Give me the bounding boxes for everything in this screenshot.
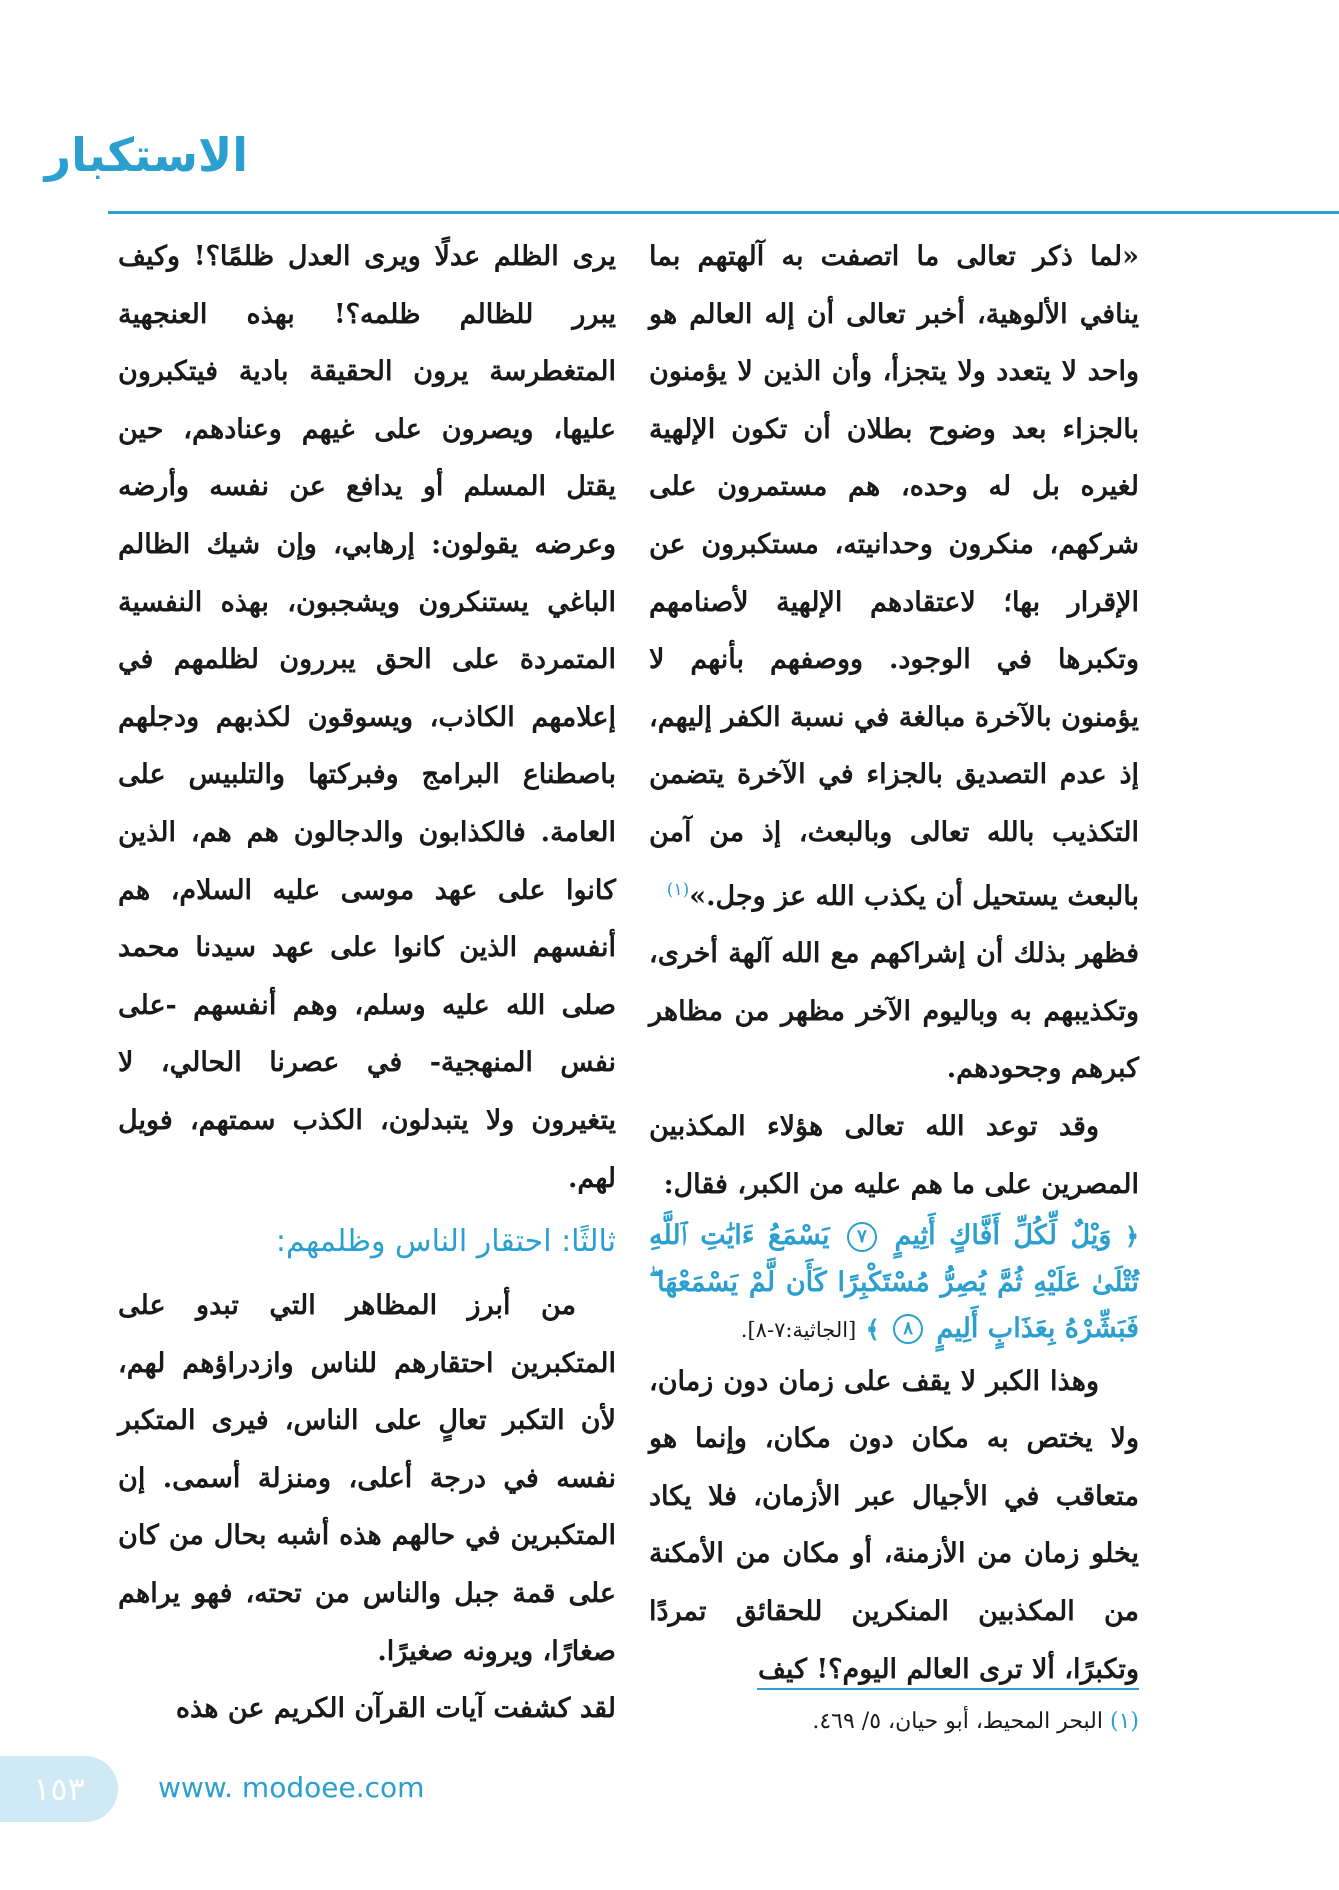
- section-heading: ثالثًا: احتقار الناس وظلمهم:: [275, 1224, 616, 1260]
- header-divider: [108, 211, 1339, 214]
- verse-part-1: وَيْلٌ لِّكُلِّ أَفَّاكٍ أَثِيمٍ: [894, 1220, 1112, 1252]
- website-link[interactable]: www. modoee.com: [158, 1771, 425, 1804]
- verse-part-2: يَسْمَعُ ءَايَٰتِ ٱللَّهِ تُتْلَىٰ عَلَيْهِ ثُمَّ يُصِرُّ مُسْتَكْبِرًا كَأَن لَّمْ يَسْمَعْهَا ۖ فَبَشِّرْهُ بِعَذَابٍ أَلِيمٍ: [649, 1220, 1139, 1344]
- ayah-number-8: ٨: [893, 1314, 923, 1344]
- right-column: [649, 228, 1139, 1698]
- ayah-number-7: ٧: [847, 1222, 877, 1252]
- left-paragraph-1: يرى الظلم عدلًا ويرى العدل ظلمًا؟! وكيف يبرر للظالم ظلمه؟! بهذه العنجهية المتغطرسة يرون الحقيقة بادية فيتكبرون عليها، ويصرون على غيهم وعنادهم، حين يقتل المسلم أو يدافع عن نفسه وأرضه وعرضه يقولون: إرهابي، وإن شيك الظالم الباغي يستنكرون ويشجبون، بهذه النفسية المتمردة على الحق يبررون لظلمهم في إعلامهم الكاذب، ويسوقون لكذبهم ودجلهم باصطناع البرامج وفبركتها والتلبيس على العامة. فالكذابون والدجالون هم هم، الذين كانوا على عهد موسى عليه السلام، هم أنفسهم الذين كانوا على عهد سيدنا محمد صلى الله عليه وسلم، وهم أنفسهم -على نفس المنهجية- في عصرنا الحالي، لا يتغيرون ولا يتبدلون، الكذب سمتهم، فويل لهم.: [118, 241, 616, 1194]
- quote-text: «لما ذكر تعالى ما اتصفت به آلهتهم بما ينافي الألوهية، أخبر تعالى أن إله العالم هو واحد لا يتعدد ولا يتجزأ، وأن الذين لا يؤمنون بالجزاء بعد وضوح بطلان أن تكون الإلهية لغيره بل له وحده، هم مستمرون على شركهم، منكرون وحدانيته، مستكبرون عن الإقرار بها؛ لاعتقادهم الإلهية لأصنامهم وتكبرها في الوجود. ووصفهم بأنهم لا يؤمنون بالآخرة مبالغة في نسبة الكفر إليهم، إذ عدم التصديق بالجزاء في الآخرة يتضمن التكذيب بالله تعالى وبالبعث، إذ من آمن بالبعث يستحيل أن يكذب الله عز وجل.»: [649, 241, 1139, 912]
- footnote-divider: [757, 1688, 1139, 1690]
- paragraph-3: وقد توعد الله تعالى هؤلاء المكذبين المصرين على ما هم عليه من الكبر، فقال:: [649, 1110, 1139, 1200]
- footnote-text: البحر المحيط، أبو حيان، ٥/ ٤٦٩.: [812, 1709, 1103, 1734]
- quran-open-bracket: ﴿: [1124, 1221, 1139, 1251]
- left-column: [118, 228, 616, 1738]
- paragraph-4: وهذا الكبر لا يقف على زمان دون زمان، ولا يختص به مكان دون مكان، وإنما هو متعاقب في الأجيال عبر الأزمان، فلا يكاد يخلو زمان من الأزمنة، أو مكان من الأمكنة من المكذبين المنكرين للحقائق تمردًا وتكبرًا، ألا ترى العالم اليوم؟! كيف: [649, 1365, 1139, 1685]
- quran-close-bracket: ﴾: [865, 1314, 880, 1344]
- chapter-title: الاستكبار: [44, 128, 248, 182]
- verse-reference: [الجاثية:٧-٨].: [740, 1317, 857, 1342]
- page-number: ١٥٣: [0, 1756, 118, 1822]
- footnote-number: (١): [1109, 1709, 1139, 1734]
- quran-verse: [649, 1213, 1139, 1353]
- left-paragraph-2: من أبرز المظاهر التي تبدو على المتكبرين احتقارهم للناس وازدراؤهم لهم، لأن التكبر تعالٍ على الناس، فيرى المتكبر نفسه في درجة أعلى، ومنزلة أسمى. إن المتكبرين في حالهم هذه أشبه بحال من كان على قمة جبل والناس من تحته، فهو يراهم صغارًا، ويرونه صغيرًا.: [118, 1290, 616, 1667]
- left-paragraph-3: لقد كشفت آيات القرآن الكريم عن هذه: [175, 1693, 616, 1725]
- quote-paragraph: [649, 228, 1139, 925]
- footnote-marker[interactable]: (١): [666, 879, 690, 900]
- paragraph-2: فظهر بذلك أن إشراكهم مع الله آلهة أخرى، وتكذيبهم به وباليوم الآخر مظهر من مظاهر كبرهم وجحودهم.: [649, 938, 1139, 1085]
- footnote: [649, 1702, 1139, 1742]
